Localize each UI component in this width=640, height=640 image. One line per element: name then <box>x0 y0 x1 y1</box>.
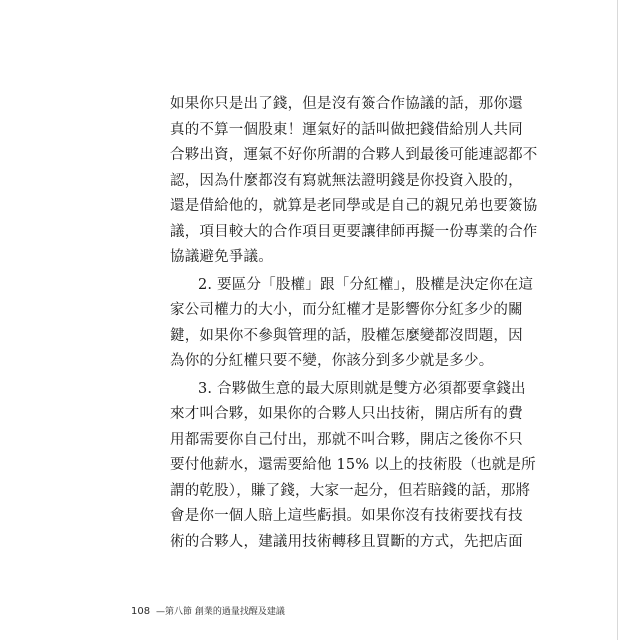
page-footer <box>131 604 285 617</box>
text-line: 協議避免爭議。 <box>170 249 273 265</box>
text-line: 議，項目較大的合作項目更要讓律師再擬一份專業的合作 <box>170 223 538 240</box>
text-line: 會是你一個人賠上這些虧損。如果你沒有技術要找有技 <box>170 508 523 524</box>
body-text <box>170 92 538 555</box>
text-line: 術的合夥人，建議用技術轉移且買斷的方式，先把店面 <box>170 533 523 550</box>
text-line: 2. 要區分「股權」跟「分紅權」，股權是決定你在這 <box>198 276 534 293</box>
text-line: 如果你只是出了錢，但是沒有簽合作協議的話，那你還 <box>170 96 523 112</box>
text-line: 來才叫合夥，如果你的合夥人只出技術，開店所有的費 <box>170 406 523 422</box>
text-line: 真的不算一個股東！運氣好的話叫做把錢借給別人共同 <box>170 121 523 138</box>
page-edge-divider <box>617 0 618 640</box>
paragraph-2 <box>170 273 534 375</box>
text-line: 鍵，如果你不參與管理的話，股權怎麼變都沒問題，因 <box>170 327 523 344</box>
chapter-title: —第八節 創業的過量找醒及建議 <box>155 607 285 617</box>
text-line: 要付他薪水，還需要給他 15% 以上的技術股（也就是所 <box>170 457 536 473</box>
text-line: 3. 合夥做生意的最大原則就是雙方必須都要拿錢出 <box>198 380 526 397</box>
text-line: 家公司權力的大小，而分紅權才是影響你分紅多少的關 <box>170 302 523 318</box>
text-line: 謂的乾股），賺了錢，大家一起分，但若賠錢的話，那將 <box>170 482 531 499</box>
text-line: 用都需要你自己付出，那就不叫合夥，開店之後你不只 <box>170 431 523 448</box>
text-line: 合夥出資，運氣不好你所謂的合夥人到最後可能連認都不 <box>170 147 538 163</box>
text-line: 為你的分紅權只要不變，你該分到多少就是多少。 <box>170 353 494 369</box>
paragraph-1 <box>170 92 538 271</box>
paragraph-3 <box>170 377 536 556</box>
text-line: 認，因為什麼都沒有寫就無法證明錢是你投資入股的， <box>170 172 523 189</box>
text-line: 還是借給他的，就算是老同學或是自己的親兄弟也要簽協 <box>170 198 538 214</box>
page-number: 108 <box>131 606 151 617</box>
